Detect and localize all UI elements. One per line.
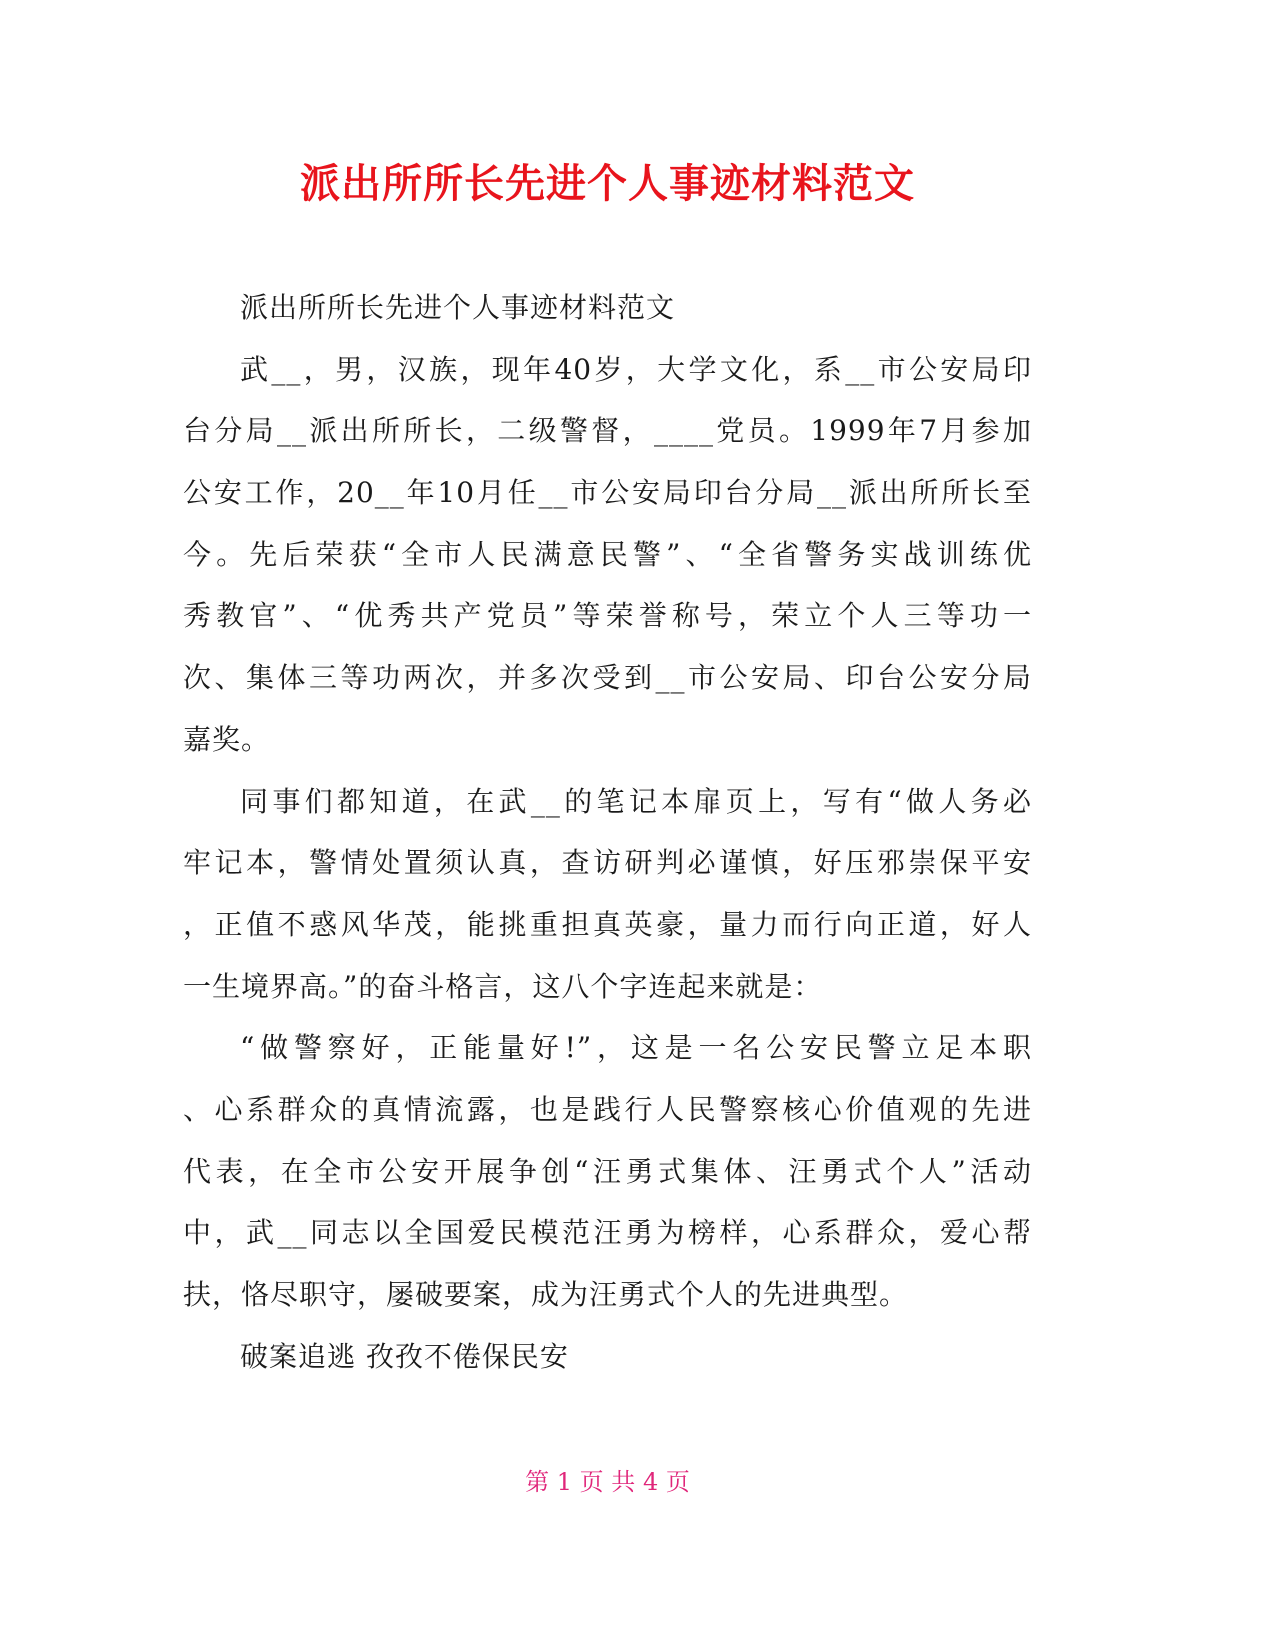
paragraph-line: 派出所所长先进个人事迹材料范文 <box>240 291 676 324</box>
paragraph-line: 一生境界高。”的奋斗格言，这八个字连起来就是： <box>183 969 823 1003</box>
document-title: 派出所所长先进个人事迹材料范文 <box>300 161 915 207</box>
paragraph-line: 公安工作，20__年10月任__市公安局印台分局__派出所所长至 <box>183 476 1032 510</box>
paragraph-line: 中，武__同志以全国爱民模范汪勇为榜样，心系群众，爱心帮 <box>183 1216 1032 1250</box>
paragraph-line: 嘉奖。 <box>183 722 271 756</box>
paragraph-subtitle <box>183 277 1032 339</box>
page-number-footer: 第 1 页 共 4 页 <box>525 1468 690 1496</box>
paragraph-motto <box>183 771 1032 1018</box>
paragraph-line: 牢记本，警情处置须认真，查访研判必谨慎，好压邪崇保平安 <box>183 846 1032 880</box>
section-heading-text: 破案追逃 孜孜不倦保民安 <box>240 1339 569 1373</box>
paragraph-profile <box>183 339 1032 771</box>
paragraph-line: 秀教官”、“优秀共产党员”等荣誉称号，荣立个人三等功一 <box>183 599 1032 633</box>
paragraph-line: 、心系群众的真情流露，也是践行人民警察核心价值观的先进 <box>183 1092 1032 1126</box>
paragraph-line: 次、集体三等功两次，并多次受到__市公安局、印台公安分局 <box>183 661 1032 695</box>
paragraph-line: 台分局__派出所所长，二级警督，____党员。1999年7月参加 <box>183 414 1032 448</box>
paragraph-line: ，正值不惑风华茂，能挑重担真英豪，量力而行向正道，好人 <box>183 907 1032 941</box>
paragraph-line: 今。先后荣获“全市人民满意民警”、“全省警务实战训练优 <box>183 537 1032 571</box>
document-body <box>183 277 1032 1387</box>
paragraph-line: “做警察好，正能量好!”，这是一名公安民警立足本职 <box>240 1031 1032 1065</box>
paragraph-line: 同事们都知道，在武__的笔记本扉页上，写有“做人务必 <box>240 784 1032 818</box>
section-heading <box>183 1326 1032 1388</box>
paragraph-line: 扶，恪尽职守，屡破要案，成为汪勇式个人的先进典型。 <box>183 1278 909 1311</box>
paragraph-line: 代表，在全市公安开展争创“汪勇式集体、汪勇式个人”活动 <box>183 1154 1032 1188</box>
paragraph-summary <box>183 1017 1032 1325</box>
paragraph-line: 武__，男，汉族，现年40岁，大学文化，系__市公安局印 <box>240 352 1032 386</box>
